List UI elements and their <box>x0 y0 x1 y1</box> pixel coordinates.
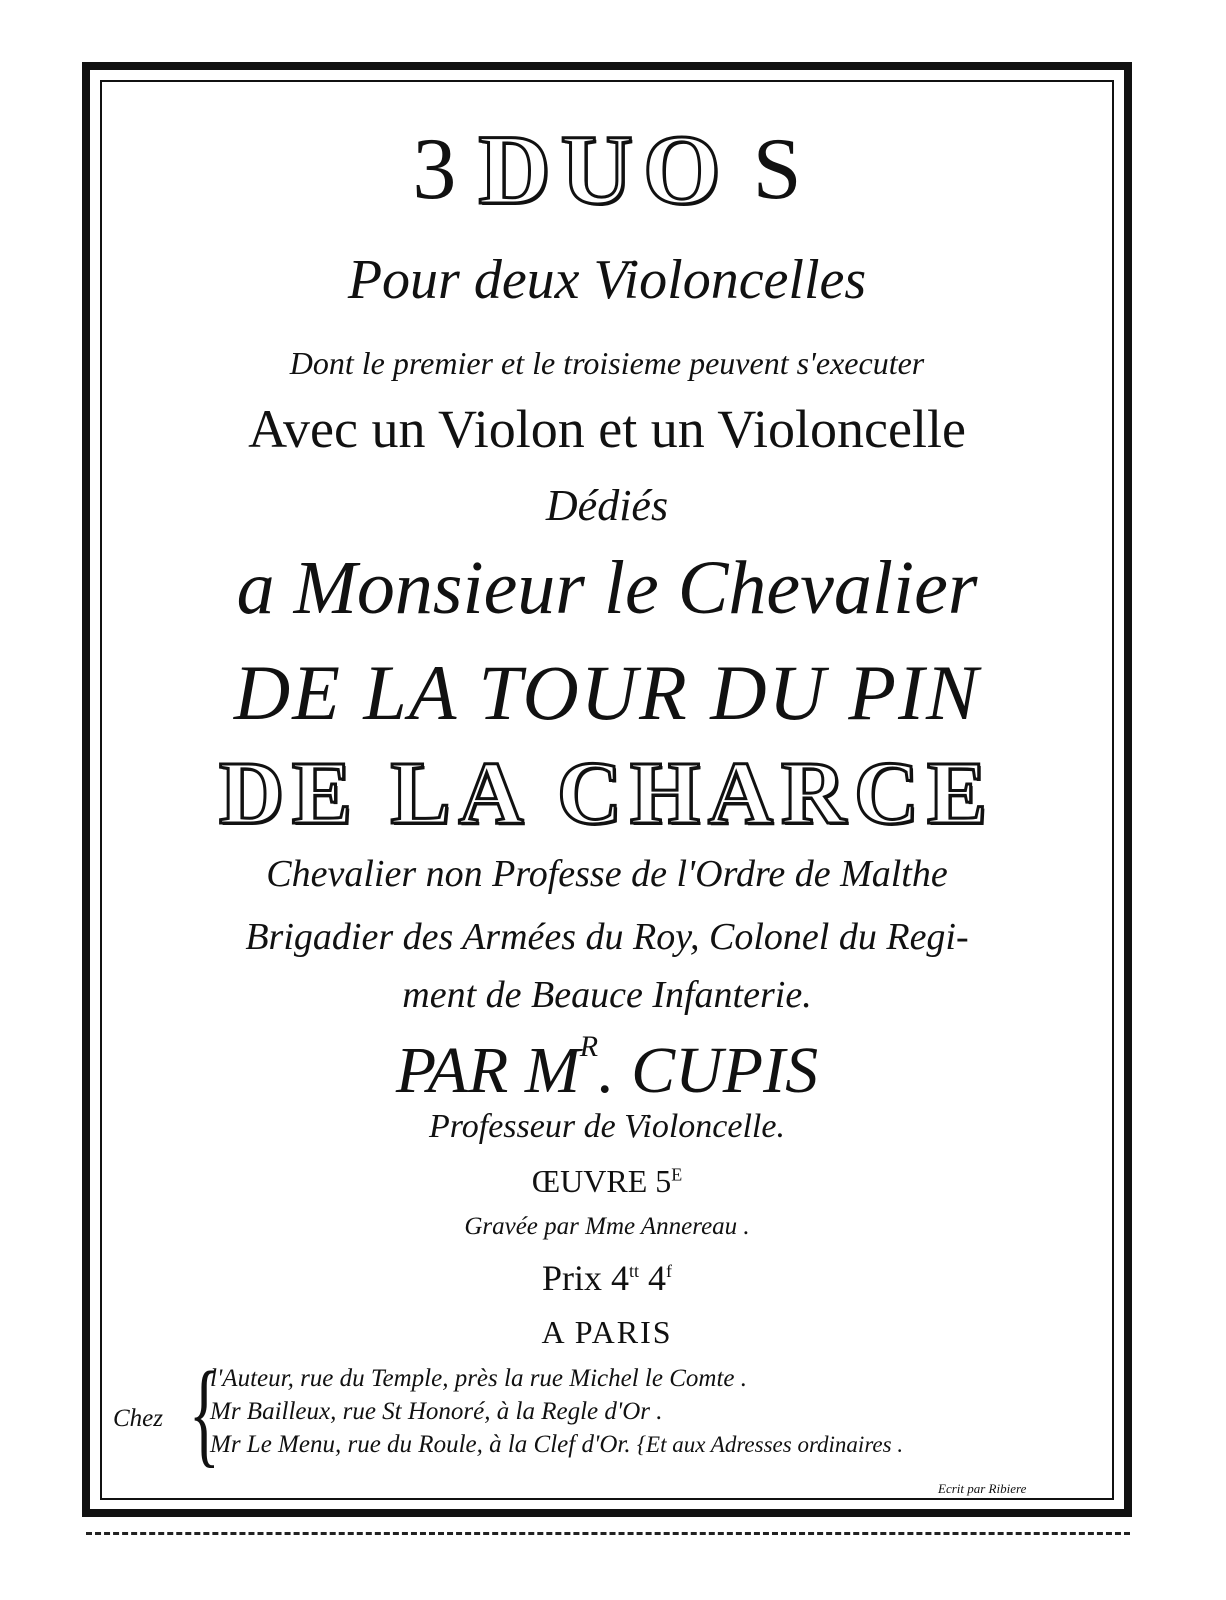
price-value-2: 4 <box>639 1258 667 1298</box>
dedicatee-title-2: Brigadier des Armées du Roy, Colonel du Regi- <box>245 916 969 958</box>
main-title <box>100 112 1114 225</box>
scribe-note: Ecrit par Ribiere <box>938 1481 1027 1496</box>
subtitle-instruments: Pour deux Violoncelles <box>347 249 867 311</box>
dedicatee-title-3: ment de Beauce Infanterie. <box>402 974 812 1016</box>
composer-line <box>100 1030 1114 1109</box>
seller-address-1: l'Auteur, rue du Temple, près la rue Michel le Comte . <box>210 1365 747 1392</box>
dedication-word: Dédiés <box>545 481 669 530</box>
dedicatee-name-decorated: DE LA CHARCE <box>218 744 996 843</box>
price <box>100 1257 1114 1299</box>
composer-name: . CUPIS <box>598 1034 819 1107</box>
price-label: Prix 4 <box>541 1258 629 1298</box>
publication-place: A PARIS <box>541 1314 673 1350</box>
performance-note: Dont le premier et le troisieme peuvent s'executer <box>289 345 925 381</box>
dedicatee-salutation: a Monsieur le Chevalier <box>236 546 978 630</box>
dedicatee-name: DE LA TOUR DU PIN <box>233 649 981 736</box>
engraver-credit: Gravée par Mme Annereau . <box>464 1213 750 1240</box>
price-unit-2: f <box>666 1261 673 1281</box>
sellers-brace: { <box>188 1347 220 1478</box>
opus-superscript: E <box>671 1164 683 1185</box>
opus-label: ŒUVRE 5 <box>531 1163 672 1199</box>
alternate-instrumentation: Avec un Violon et un Violoncelle <box>248 399 966 459</box>
composer-superscript: R <box>579 1030 599 1063</box>
composer-profession: Professeur de Violoncelle. <box>429 1108 785 1145</box>
seller-address-note: {Et aux Adresses ordinaires . <box>636 1432 904 1457</box>
title-number: 3 <box>412 121 457 218</box>
opus-number <box>100 1163 1114 1200</box>
composer-prefix: PAR M <box>395 1034 580 1107</box>
seller-address-2: Mr Bailleux, rue St Honoré, à la Regle d'Or . <box>210 1398 663 1425</box>
dedicatee-title-1: Chevalier non Professe de l'Ordre de Malthe <box>266 853 948 895</box>
seller-address-3-text: Mr Le Menu, rue du Roule, à la Clef d'Or. <box>210 1431 631 1458</box>
title-last-letter: S <box>752 121 802 218</box>
title-decorated-word: DUO <box>478 114 731 225</box>
seller-address-3 <box>210 1431 903 1459</box>
price-unit-1: tt <box>629 1261 640 1281</box>
bottom-rule <box>86 1532 1130 1535</box>
sellers-label: Chez <box>113 1405 163 1432</box>
